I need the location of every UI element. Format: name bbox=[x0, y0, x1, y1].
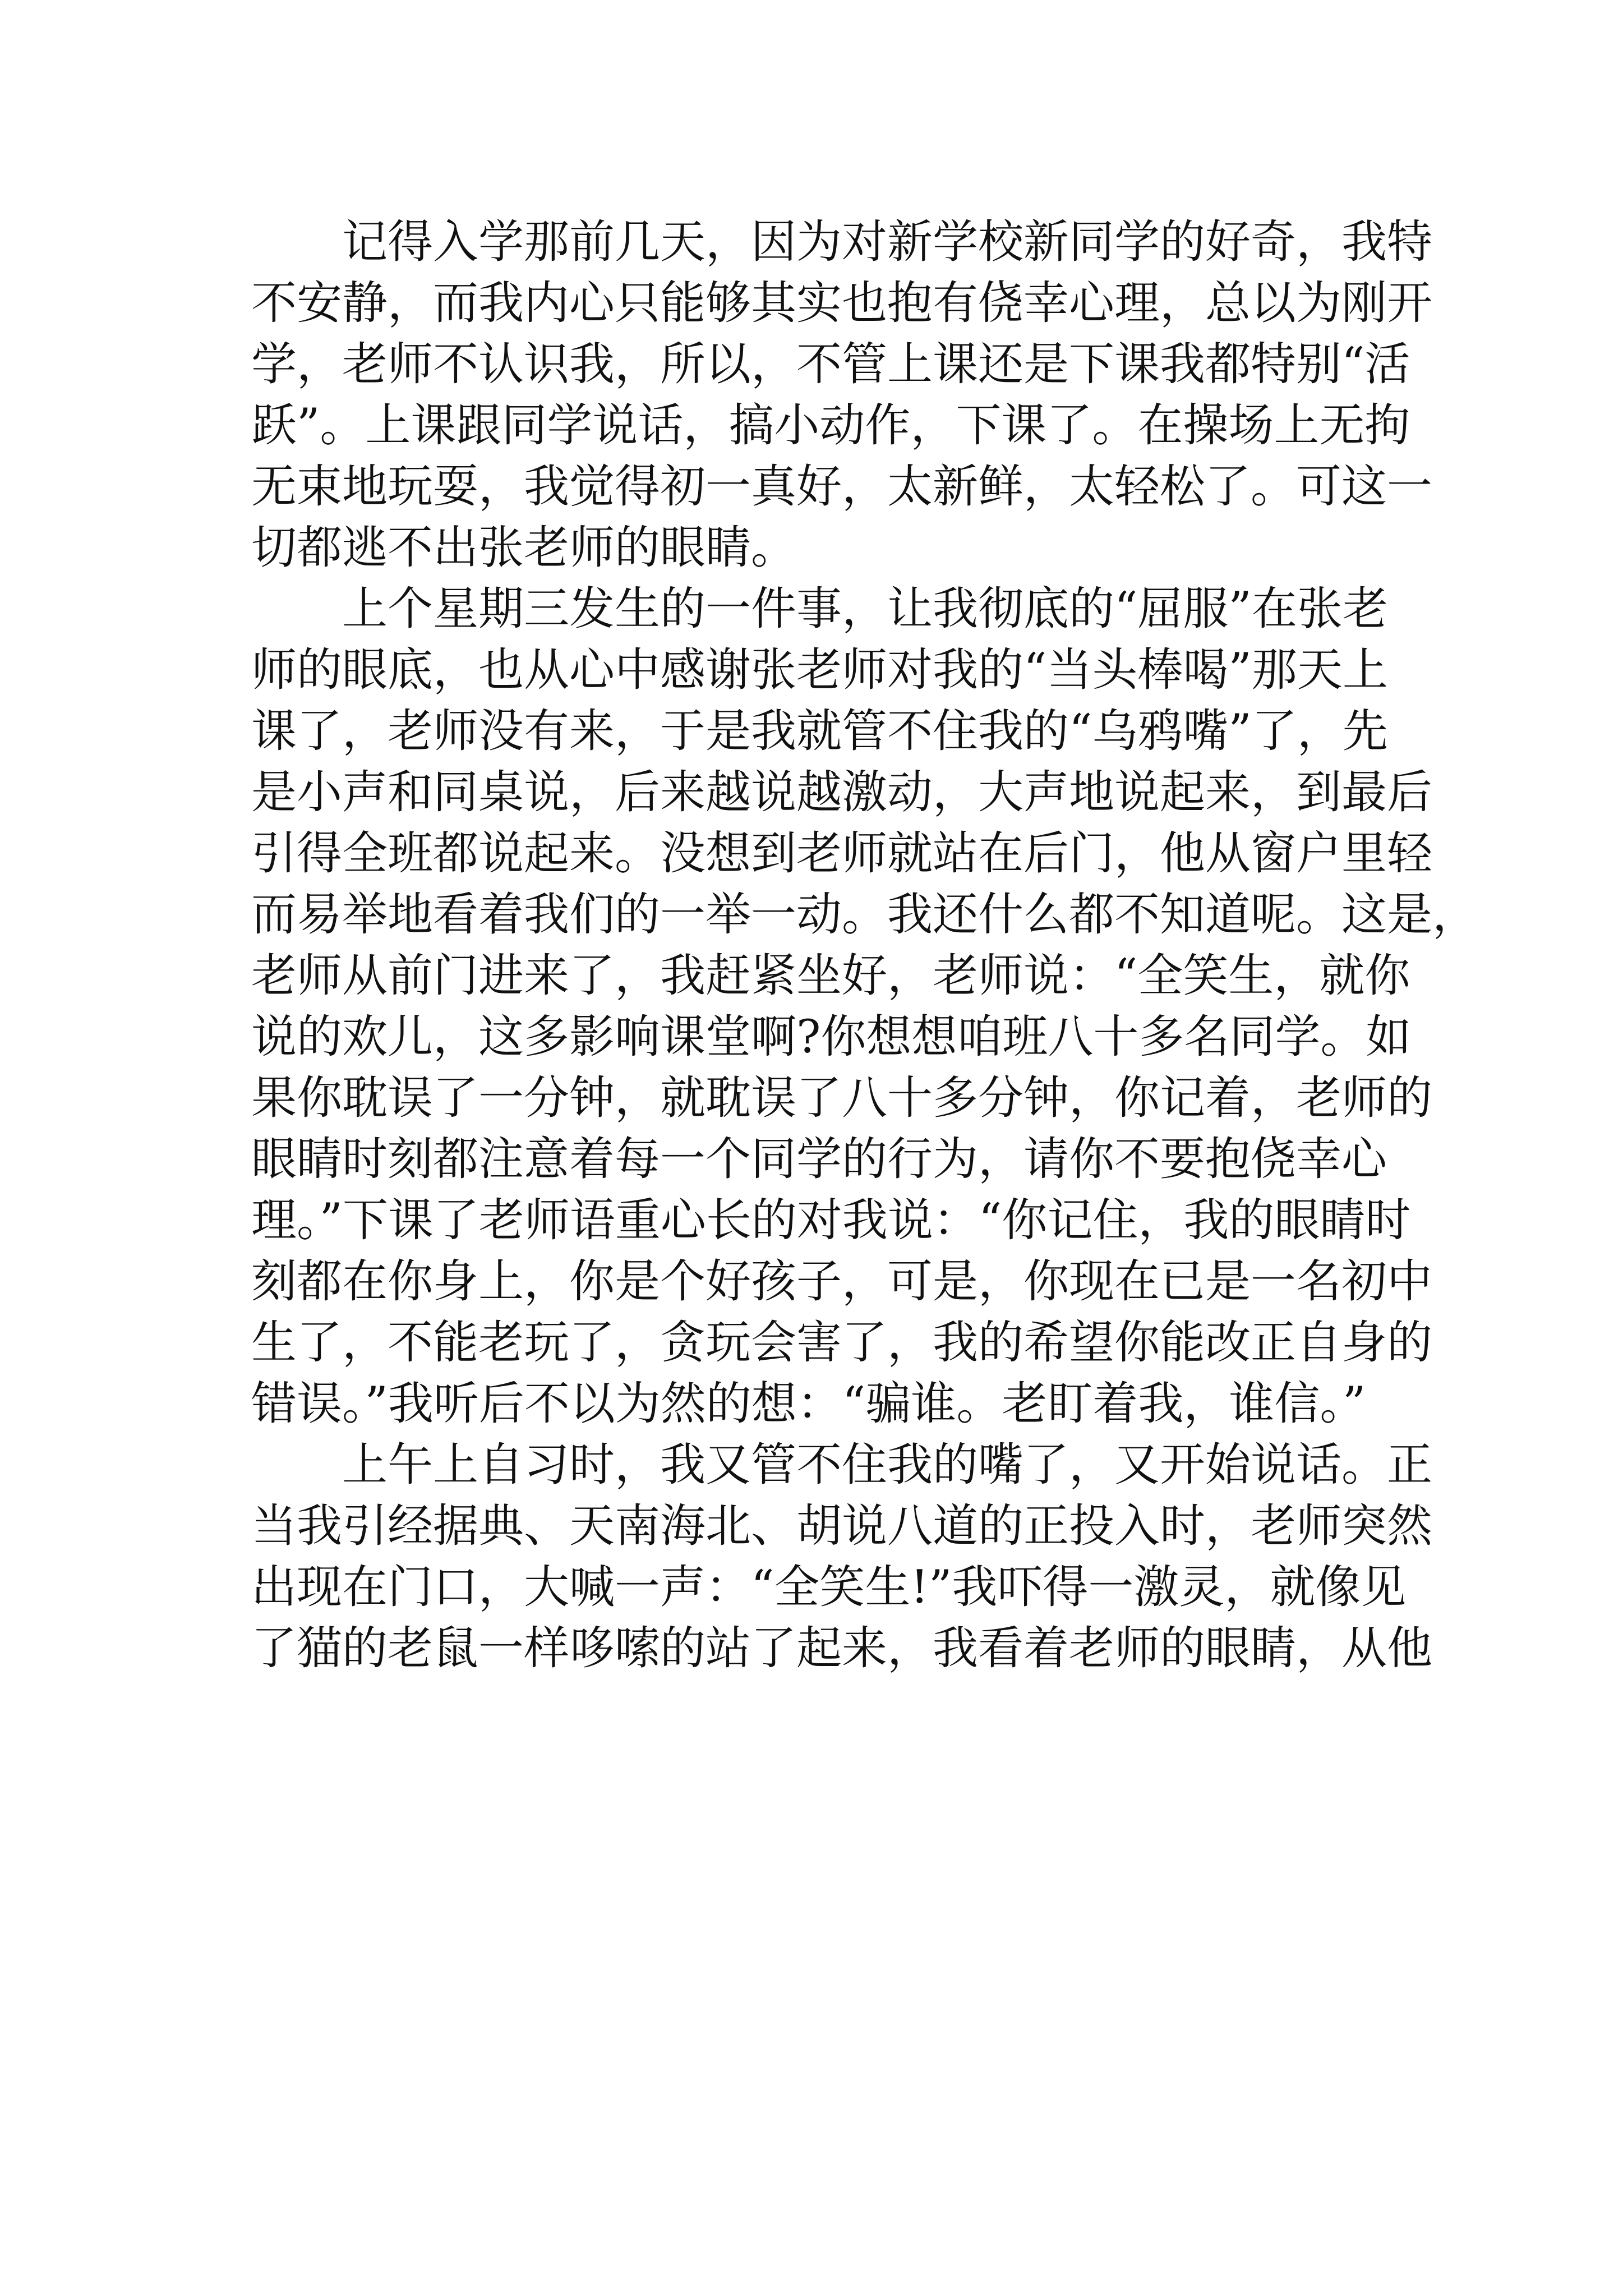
body-text bbox=[251, 212, 1478, 1680]
text-line: 了猫的老鼠一样哆嗦的站了起来，我看着老师的眼睛，从他 bbox=[251, 1622, 1433, 1675]
text-line: 而易举地看着我们的一举一动。我还什么都不知道呢。这是， bbox=[251, 889, 1478, 941]
text-line: 出现在门口，大喊一声：“全笑生!”我吓得一激灵，就像见 bbox=[251, 1561, 1407, 1614]
text-line: 师的眼底，也从心中感谢张老师对我的“当头棒喝”那天上 bbox=[251, 644, 1388, 697]
text-line: 眼睛时刻都注意着每一个同学的行为，请你不要抱侥幸心 bbox=[251, 1133, 1387, 1186]
paragraph bbox=[251, 579, 1478, 1435]
paragraph bbox=[251, 212, 1433, 579]
text-line: 引得全班都说起来。没想到老师就站在后门，他从窗户里轻 bbox=[251, 827, 1433, 880]
text-line: 上个星期三发生的一件事，让我彻底的“屈服”在张老 bbox=[342, 583, 1388, 636]
text-line: 理。”下课了老师语重心长的对我说：“你记住，我的眼睛时 bbox=[251, 1194, 1411, 1247]
text-line: 是小声和同桌说，后来越说越激动，大声地说起来，到最后 bbox=[251, 766, 1433, 819]
text-line: 说的欢儿，这多影响课堂啊?你想想咱班八十多名同学。如 bbox=[251, 1011, 1412, 1064]
text-line: 上午上自习时，我又管不住我的嘴了，又开始说话。正 bbox=[342, 1439, 1433, 1492]
text-line: 课了，老师没有来，于是我就管不住我的“乌鸦嘴”了，先 bbox=[251, 705, 1388, 758]
text-line: 果你耽误了一分钟，就耽误了八十多分钟，你记着，老师的 bbox=[251, 1072, 1433, 1125]
text-line: 切都逃不出张老师的眼睛。 bbox=[251, 522, 797, 574]
text-line: 不安静，而我内心只能够其实也抱有侥幸心理，总以为刚开 bbox=[251, 277, 1433, 330]
paragraph bbox=[251, 1435, 1433, 1680]
text-line: 刻都在你身上，你是个好孩子，可是，你现在已是一名初中 bbox=[251, 1255, 1433, 1308]
text-line: 记得入学那前几天，因为对新学校新同学的好奇，我特 bbox=[342, 216, 1433, 269]
text-line: 无束地玩耍，我觉得初一真好，太新鲜，太轻松了。可这一 bbox=[251, 461, 1433, 513]
text-line: 错误。”我听后不以为然的想：“骗谁。老盯着我，谁信。” bbox=[251, 1378, 1366, 1430]
text-line: 当我引经据典、天南海北、胡说八道的正投入时，老师突然 bbox=[251, 1500, 1433, 1553]
text-line: 学，老师不认识我，所以，不管上课还是下课我都特别“活 bbox=[251, 338, 1410, 391]
text-line: 跃”。上课跟同学说话，搞小动作，下课了。在操场上无拘 bbox=[251, 399, 1410, 452]
text-line: 生了，不能老玩了，贪玩会害了，我的希望你能改正自身的 bbox=[251, 1317, 1433, 1369]
text-line: 老师从前门进来了，我赶紧坐好，老师说：“全笑生，就你 bbox=[251, 950, 1410, 1002]
